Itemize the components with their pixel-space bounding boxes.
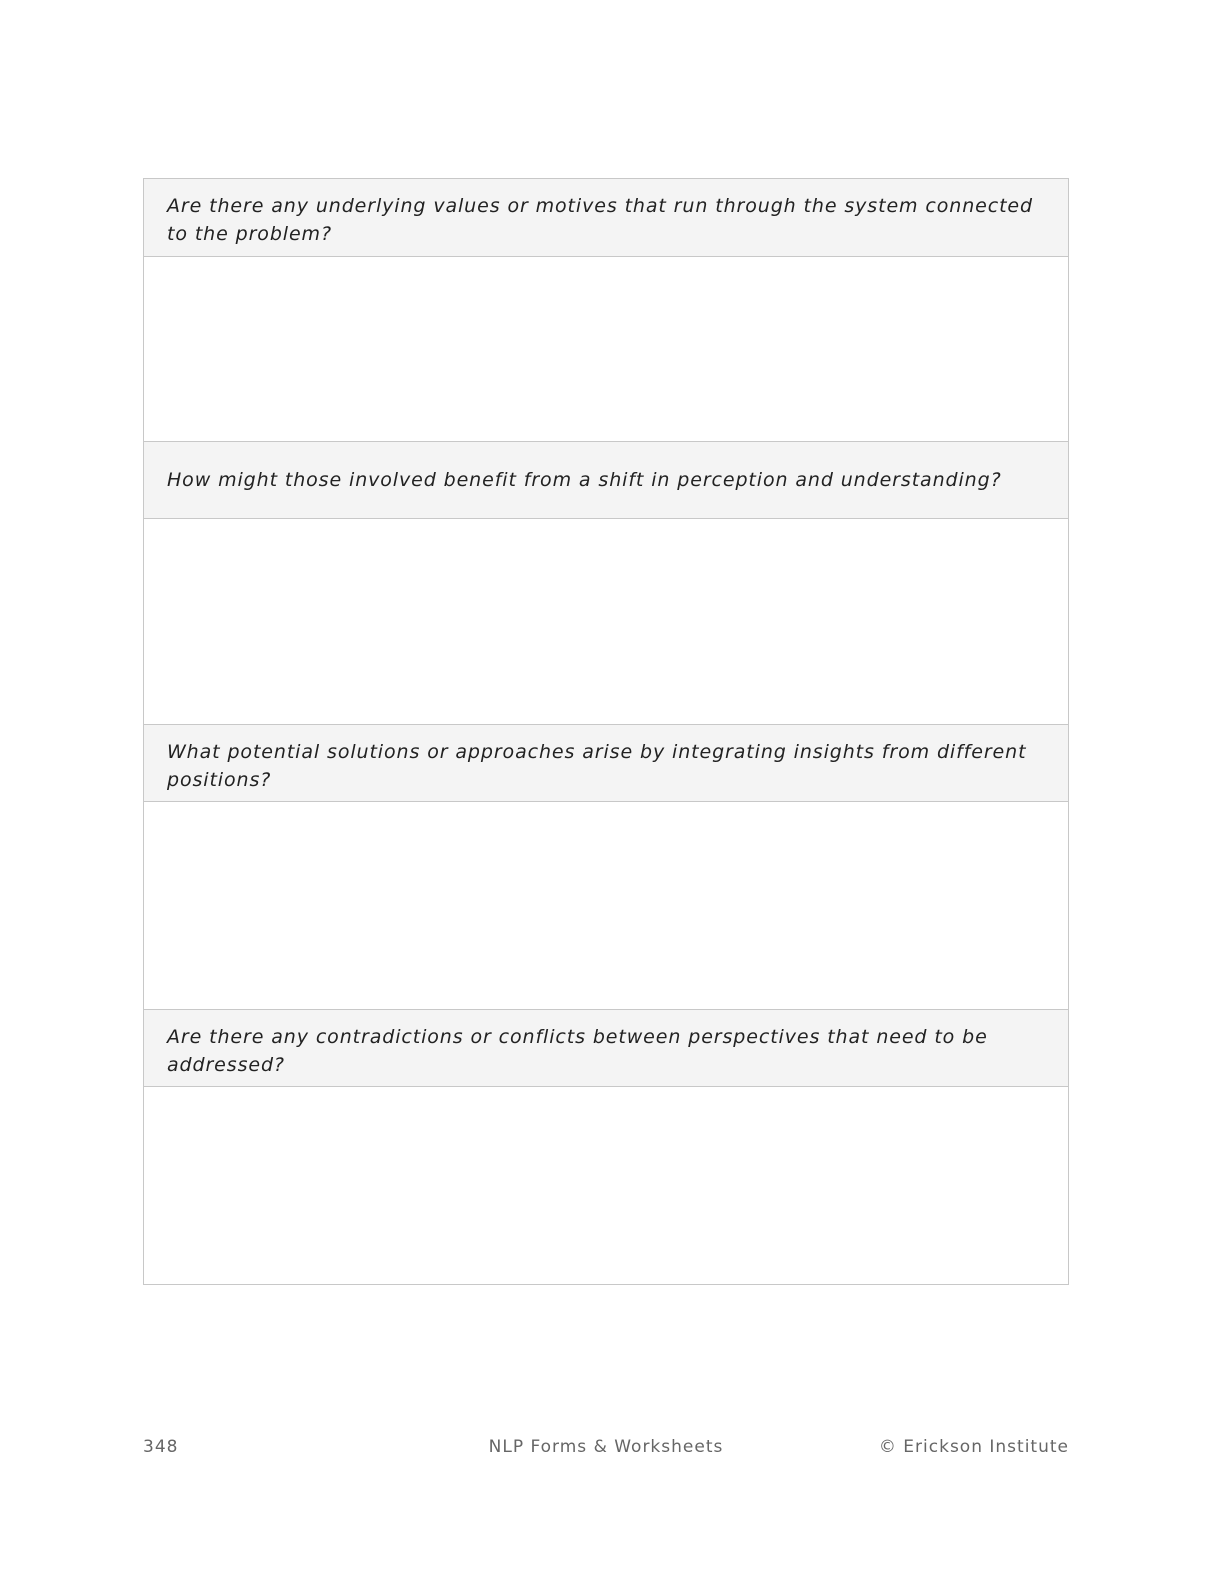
answer-area-4[interactable] — [144, 1087, 1068, 1284]
answer-input-3[interactable] — [144, 802, 1068, 1009]
worksheet-table — [143, 178, 1069, 1285]
book-title: NLP Forms & Worksheets — [488, 1437, 724, 1457]
answer-area-1[interactable] — [144, 257, 1068, 442]
copyright-notice: © Erickson Institute — [878, 1437, 1069, 1457]
question-header-3 — [144, 725, 1068, 802]
question-text: What potential solutions or approaches arise by integrating insights from different positions? — [167, 741, 1027, 791]
answer-input-1[interactable] — [144, 257, 1068, 441]
answer-area-2[interactable] — [144, 519, 1068, 725]
question-header-2 — [144, 442, 1068, 519]
question-text: Are there any underlying values or motives that run through the system connected to the problem? — [167, 195, 1033, 245]
question-header-1 — [144, 179, 1068, 257]
answer-input-4[interactable] — [144, 1087, 1068, 1284]
answer-input-2[interactable] — [144, 519, 1068, 724]
page-number: 348 — [143, 1437, 179, 1457]
answer-area-3[interactable] — [144, 802, 1068, 1010]
question-header-4 — [144, 1010, 1068, 1087]
question-text: How might those involved benefit from a shift in perception and understanding? — [167, 469, 1002, 491]
page-footer — [143, 1437, 1069, 1461]
question-text: Are there any contradictions or conflicts between perspectives that need to be addressed? — [167, 1026, 988, 1076]
